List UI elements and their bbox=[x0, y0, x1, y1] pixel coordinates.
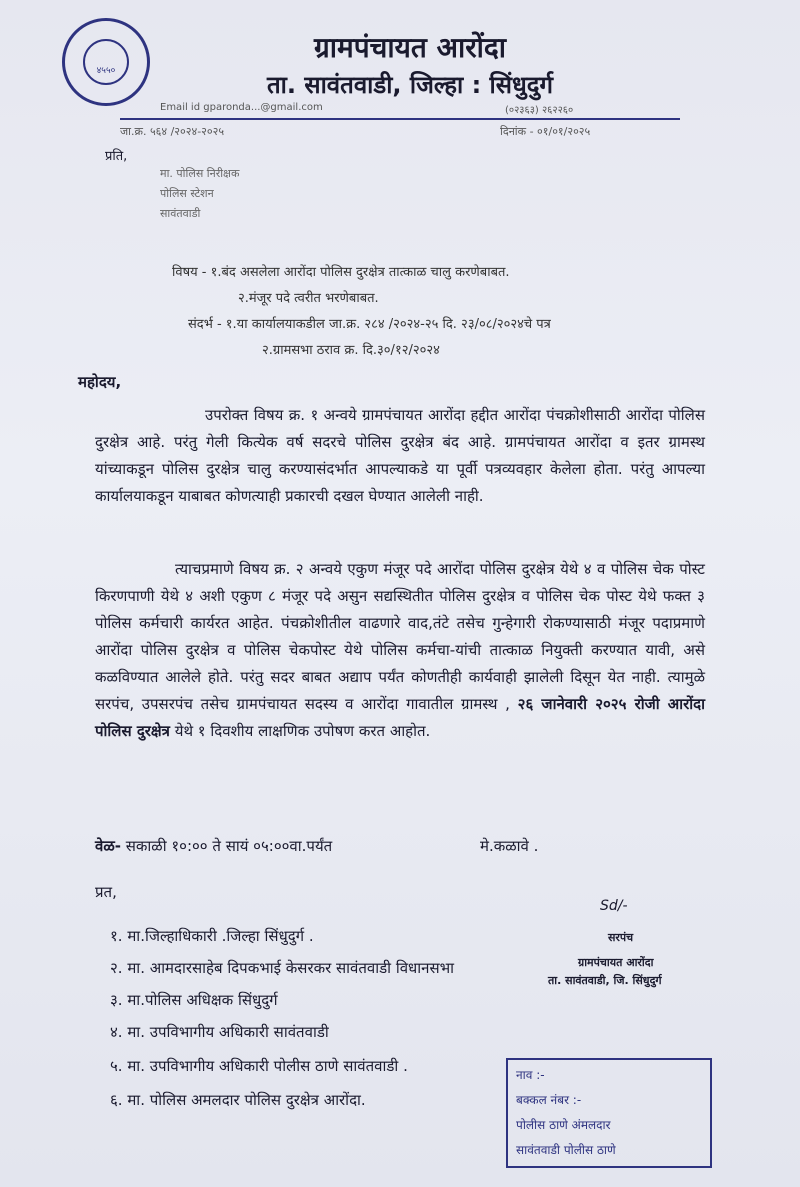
police-stamp-name-label: नाव :- bbox=[516, 1068, 545, 1082]
seal-inner-ring bbox=[83, 39, 129, 85]
copy-item: ४. मा. उपविभागीय अधिकारी सावंतवाडी bbox=[110, 1023, 329, 1041]
copy-item: १. मा.जिल्हाधिकारी .जिल्हा सिंधुदुर्ग . bbox=[110, 927, 314, 945]
paragraph-2-text: त्याचप्रमाणे विषय क्र. २ अन्वये एकुण मंजूर पदे आरोंदा पोलिस दुरक्षेत्र येथे ४ व पोलिस चेक पोस्ट किरणपाणी येथे ४ अशी एकुण ८ मंजूर पदे असुन सद्यस्थितीत पोलिस दुरक्षेत्र व पोलिस चेक पोस्ट येथे फक्त ३ पोलिस कर्मचारी कार्यरत आहेत. पंचक्रोशीतील वाढणारे वाद,तंटे तसेच गुन्हेगारी रोकण्यासाठी मंजूर पदाप्रमाणे आरोंदा पोलिस दुरक्षेत्र व पोलिस चेकपोस्ट येथे पोलिस कर्मचा-यांची तात्काळ नियुक्ती करण्यात यावी, असे कळविण्यात आलेले होते. परंतु सदर बाबत अद्याप पर्यंत कोणतीही कार्यवाही झालेली दिसून येत नाही. त्यामुळे सरपंच, उपसरपंच तसेच ग्रामपंचायत सदस्य व आरोंदा गावातील ग्रामस्थ , bbox=[95, 560, 705, 713]
email-line bbox=[160, 102, 323, 113]
signature-stamp-line-1: ग्रामपंचायत आरोंदा bbox=[578, 956, 654, 969]
letterhead-title: ग्रामपंचायत आरोंदा bbox=[313, 31, 507, 64]
recipient-label: प्रति, bbox=[105, 149, 128, 164]
time-value: सकाळी १०:०० ते सायं ०५:००वा.पर्यंत bbox=[125, 837, 333, 855]
recipient-line-3: सावंतवाडी bbox=[160, 207, 201, 220]
header-divider bbox=[120, 118, 680, 120]
police-stamp-buckle-label: बक्कल नंबर :- bbox=[516, 1093, 582, 1107]
email-address: gparonda...@gmail.com bbox=[203, 102, 323, 113]
subject-line-2: २.मंजूर पदे त्वरीत भरणेबाबत. bbox=[238, 291, 379, 306]
signature-mark: Sd/- bbox=[600, 898, 628, 914]
signatory-title: सरपंच bbox=[608, 931, 634, 944]
seal-code: ४५५० bbox=[96, 66, 116, 76]
letter-date: दिनांक - ०१/०१/२०२५ bbox=[500, 125, 591, 138]
recipient-line-1: मा. पोलिस निरीक्षक bbox=[160, 167, 240, 180]
salutation: महोदय, bbox=[78, 373, 122, 391]
closing-kalave: मे.कळावे . bbox=[480, 837, 539, 855]
copy-item: ६. मा. पोलिस अमलदार पोलिस दुरक्षेत्र आरोंदा. bbox=[110, 1091, 366, 1109]
letterhead-subtitle: ता. सावंतवाडी, जिल्हा : सिंधुदुर्ग bbox=[266, 71, 553, 99]
hunger-strike-date: २६ जानेवारी २०२५ रोजी आरोंदा पोलिस दुरक्षेत्र bbox=[95, 695, 705, 740]
reference-line-2: २.ग्रामसभा ठराव क्र. दि.३०/१२/२०२४ bbox=[262, 343, 440, 358]
police-stamp-station: सावंतवाडी पोलीस ठाणे bbox=[516, 1143, 616, 1157]
body-paragraph-2 bbox=[95, 556, 705, 745]
subject-line-1: विषय - १.बंद असलेला आरोंदा पोलिस दुरक्षेत्र तात्काळ चालु करणेबाबत. bbox=[172, 265, 510, 280]
police-receipt-stamp bbox=[506, 1058, 712, 1168]
email-label: Email id bbox=[160, 102, 201, 113]
paragraph-2-tail: येथे १ दिवशीय लाक्षणिक उपोषण करत आहोत. bbox=[174, 722, 431, 740]
copy-item: ५. मा. उपविभागीय अधिकारी पोलीस ठाणे सावंतवाडी . bbox=[110, 1057, 408, 1075]
reference-number: जा.क्र. ५६४ /२०२४-२०२५ bbox=[120, 125, 225, 138]
recipient-line-2: पोलिस स्टेशन bbox=[160, 187, 214, 200]
reference-line-1: संदर्भ - १.या कार्यालयाकडील जा.क्र. २८४ /२०२४-२५ दि. २३/०८/२०२४चे पत्र bbox=[188, 317, 551, 332]
time-label: वेळ- bbox=[95, 837, 121, 855]
gram-panchayat-seal-icon bbox=[62, 18, 150, 106]
copy-item: ३. मा.पोलिस अधिक्षक सिंधुदुर्ग bbox=[110, 991, 278, 1009]
copy-item: २. मा. आमदारसाहेब दिपकभाई केसरकर सावंतवाडी विधानसभा bbox=[110, 959, 455, 977]
police-stamp-officer: पोलीस ठाणे अंमलदार bbox=[516, 1118, 611, 1132]
copy-label: प्रत, bbox=[95, 883, 117, 901]
signature-stamp-line-2: ता. सावंतवाडी, जि. सिंधुदुर्ग bbox=[548, 974, 662, 987]
phone-number: (०२३६३) २६२२६० bbox=[505, 105, 574, 116]
time-line bbox=[95, 836, 332, 856]
body-paragraph-1: उपरोक्त विषय क्र. १ अन्वये ग्रामपंचायत आरोंदा हद्दीत आरोंदा पंचक्रोशीसाठी आरोंदा पोलिस दुरक्षेत्र आहे. परंतु गेली कित्येक वर्ष सदरचे पोलिस दुरक्षेत्र बंद आहे. ग्रामपंचायत आरोंदा व इतर ग्रामस्थ यांच्याकडून पोलिस दुरक्षेत्र चालु करण्यासंदर्भात आपल्याकडे या पूर्वी पत्रव्यवहार केलेला होता. परंतु आपल्या कार्यालयाकडून याबाबत कोणत्याही प्रकारची दखल घेण्यात आलेली नाही. bbox=[95, 406, 705, 505]
